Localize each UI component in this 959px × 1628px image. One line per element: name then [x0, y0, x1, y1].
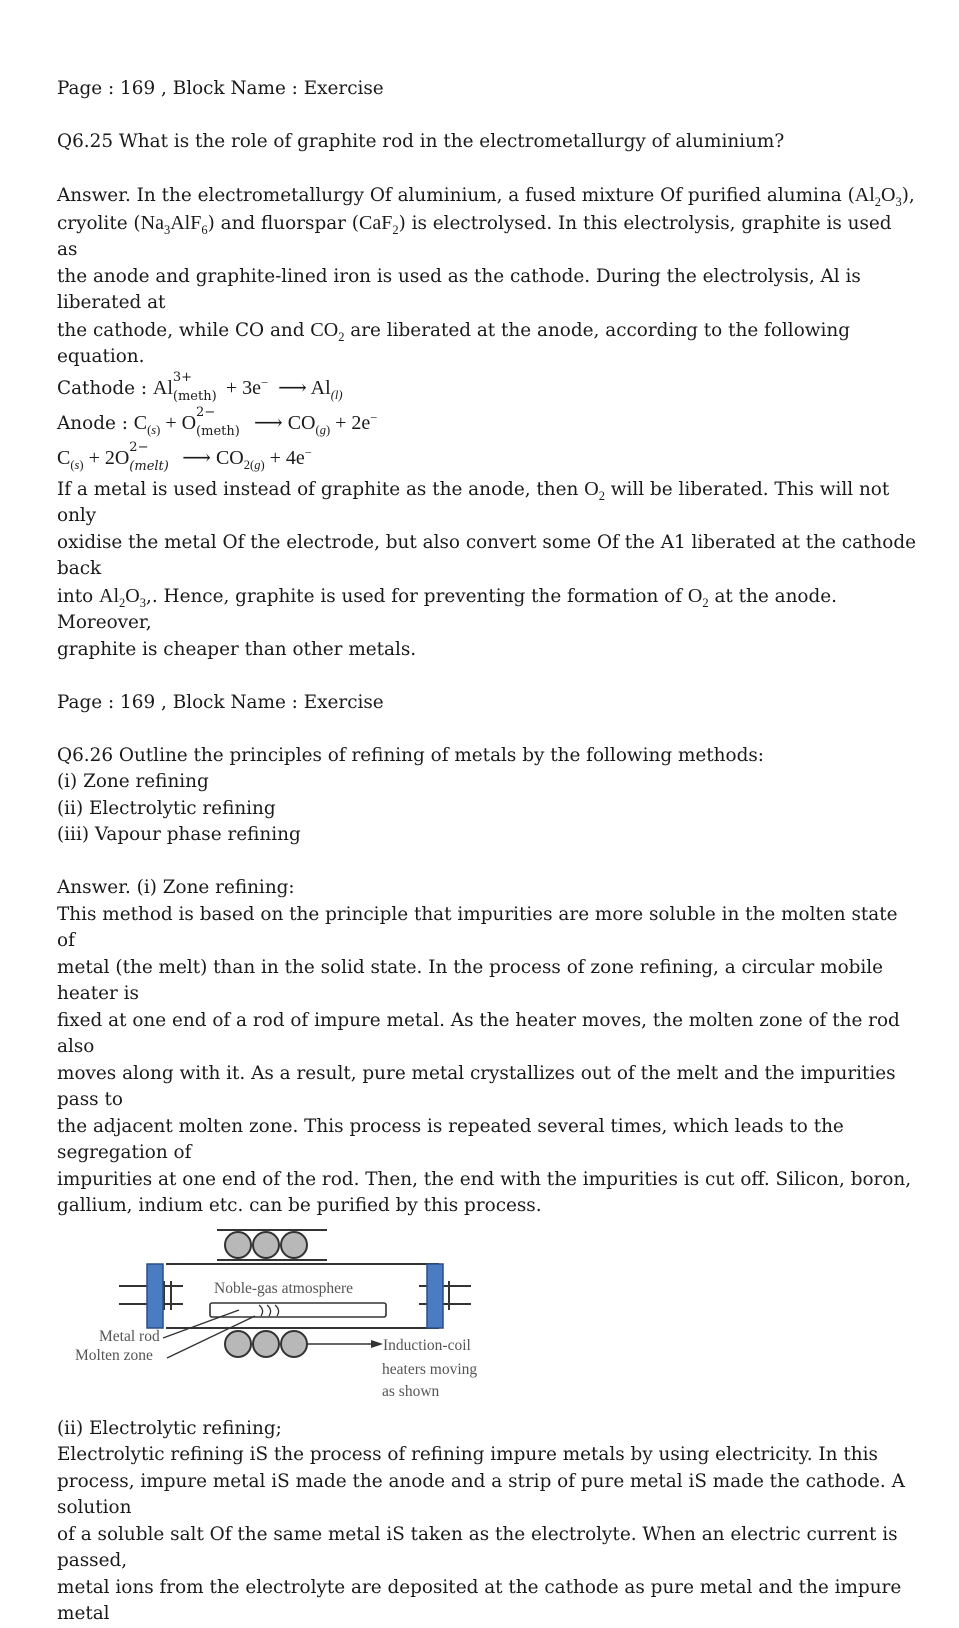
method-item: (i) Zone refining	[57, 771, 209, 792]
formula-co2: $CO_2$	[310, 318, 345, 344]
cathode-equation: Cathode : Al 3+ (meth) + 3e− ⟶ $Al_{(l)}$	[57, 369, 343, 404]
noble-gas-label: Noble-gas atmosphere	[214, 1279, 354, 1297]
electrolytic-refining-line: Electrolytic refining iS the process of refining impure metals by using electricity. In this	[57, 1444, 878, 1465]
zone-refining-drawing	[71, 1226, 531, 1408]
zone-refining-line: fixed at one end of a rod of impure metal. As the heater moves, the molten zone of the rod also	[57, 1009, 900, 1057]
formula-al2o3: $Al_2O_3$	[99, 584, 146, 610]
answer-6-25-line: Answer. In the electrometallurgy Of aluminium, a fused mixture Of purified alumina $(Al_2O_3)$,	[57, 184, 915, 209]
zone-refining-line: the adjacent molten zone. This process is repeated several times, which leads to the segregation of	[57, 1115, 844, 1163]
formula-na3alf6: $Na_3AlF_6$	[140, 211, 208, 237]
answer-6-25-para2-line: into $Al_2O_3$,. Hence, graphite is used for preventing the formation of $O_2$ at the anode. Moreover,	[57, 584, 837, 633]
electrolytic-refining-line: of a soluble salt Of the same metal iS taken as the electrolyte. When an electric current is passed,	[57, 1523, 898, 1571]
answer-6-25-line: cryolite $(Na_3AlF_6)$ and fluorspar (CaF$_2$) is electrolysed. In this electrolysis, graphite is used as	[57, 211, 892, 260]
question-6-25: Q6.25 What is the role of graphite rod in the electrometallurgy of aluminium?	[57, 131, 785, 152]
arrow-head	[371, 1340, 383, 1348]
carbon-equation: $C_{(s)} + 2O$ 2− (melt) ⟶ $CO_{2(g)} + 4e^-$	[57, 439, 312, 474]
answer-6-25-para2-line: graphite is cheaper than other metals.	[57, 638, 417, 660]
method-item: (ii) Electrolytic refining	[57, 797, 276, 819]
electrolytic-refining-line: process, impure metal iS made the anode and a strip of pure metal iS made the cathode. A solution	[57, 1470, 905, 1518]
zone-refining-line: gallium, indium etc. can be purified by this process.	[57, 1195, 542, 1216]
answer-6-25-line: the anode and graphite-lined iron is used as the cathode. During the electrolysis, Al is liberated at	[57, 265, 861, 313]
electrolytic-refining-title: (ii) Electrolytic refining;	[57, 1417, 282, 1439]
answer-zone-refining-title: Answer. (i) Zone refining:	[57, 877, 295, 898]
heaters-moving-label: heaters moving	[382, 1360, 478, 1378]
page-header: Page : 169 , Block Name : Exercise	[57, 78, 384, 99]
zone-refining-diagram	[71, 1226, 531, 1408]
answer-6-25-para2-line: oxidise the metal Of the electrode, but also convert some Of the A1 liberated at the cathode back	[57, 531, 916, 579]
right-end-cap	[419, 1264, 471, 1328]
metal-rod	[210, 1303, 386, 1317]
electrolytic-refining-line: metal ions from the electrolyte are deposited at the cathode as pure metal and the impure metal	[57, 1576, 902, 1624]
zone-refining-line: This method is based on the principle that impurities are more soluble in the molten state of	[57, 903, 898, 951]
left-end-cap	[119, 1264, 183, 1328]
anode-equation: Anode : $C_{(s)} + O$ 2− (meth) ⟶ $CO_{(g)} + 2e^-$	[57, 404, 378, 439]
formula-caf2: CaF$_2$	[359, 211, 399, 237]
method-item: (iii) Vapour phase refining	[57, 824, 301, 845]
top-heater-coils	[217, 1230, 327, 1260]
molten-zone-label: Molten zone	[75, 1346, 153, 1364]
answer-6-25-line: the cathode, while CO and $CO_2$ are liberated at the anode, according to the following equation.	[57, 318, 851, 367]
zone-refining-line: moves along with it. As a result, pure metal crystallizes out of the melt and the impurities pass to	[57, 1062, 896, 1110]
as-shown-label: as shown	[382, 1382, 440, 1400]
formula-o2: $O_2$	[584, 477, 605, 503]
zone-refining-line: impurities at one end of the rod. Then, the end with the impurities is cut off. Silicon, boron,	[57, 1168, 912, 1190]
document-page	[57, 76, 917, 1628]
page-header: Page : 169 , Block Name : Exercise	[57, 691, 384, 713]
zone-refining-line: metal (the melt) than in the solid state. In the process of zone refining, a circular mobile heater is	[57, 956, 884, 1004]
formula-o2: $O_2$	[687, 584, 709, 610]
induction-coil-label: Induction-coil	[383, 1336, 471, 1354]
answer-6-25-para2-line: If a metal is used instead of graphite as the anode, then $O_2$ will be liberated. This will not only	[57, 477, 890, 526]
question-6-26: Q6.26 Outline the principles of refining of metals by the following methods:	[57, 744, 765, 766]
formula-al2o3: $Al_2O_3$	[854, 184, 902, 209]
metal-rod-label: Metal rod	[99, 1327, 160, 1345]
bottom-heater-coils	[225, 1331, 307, 1357]
